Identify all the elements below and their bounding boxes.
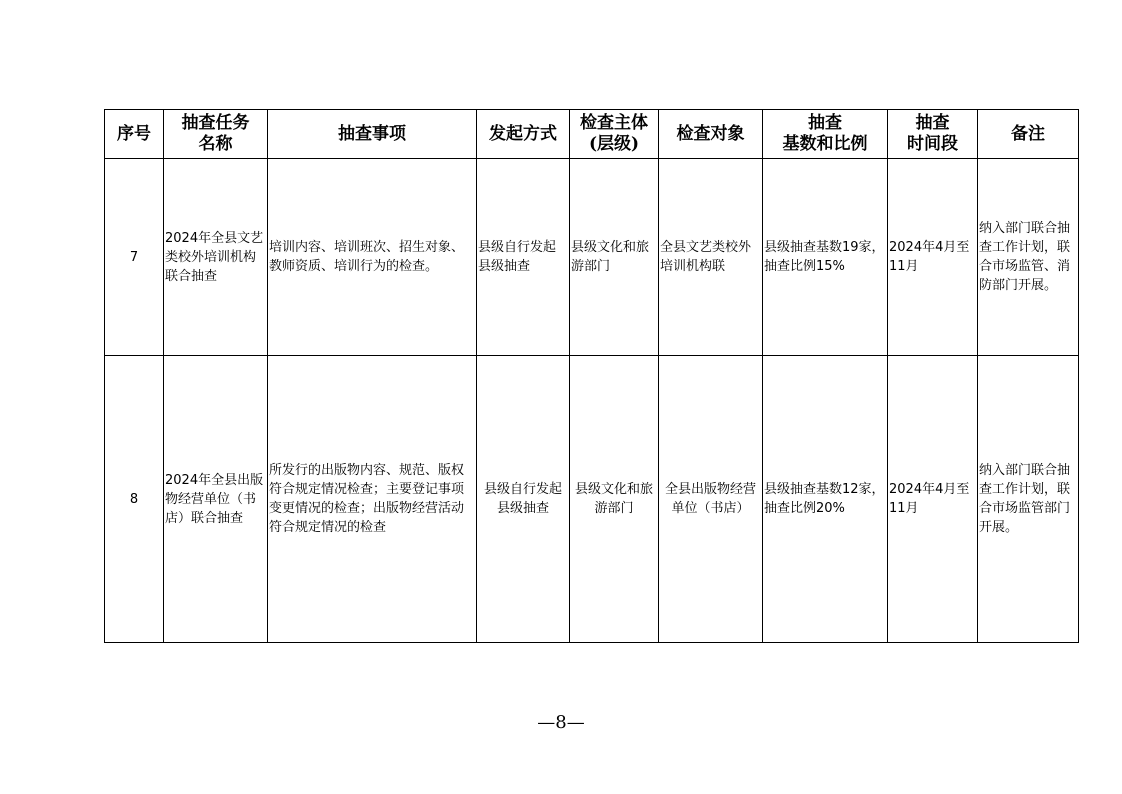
page-number: —8— xyxy=(537,712,585,733)
cell-subject-text: 县级文化和旅游部门 xyxy=(574,482,653,516)
header-subject-line2: (层级) xyxy=(588,134,640,154)
header-period-line1: 抽查 xyxy=(915,113,950,133)
header-period xyxy=(888,110,978,159)
cell-task-name xyxy=(164,159,268,356)
cell-task-name xyxy=(164,356,268,643)
cell-method xyxy=(477,356,570,643)
cell-remarks-text: 纳入部门联合抽查工作计划，联合市场监管部门开展。 xyxy=(979,463,1071,535)
cell-index xyxy=(105,356,164,643)
cell-items-text: 培训内容、培训班次、招生对象、教师资质、培训行为的检查。 xyxy=(269,240,465,274)
cell-method-text: 县级自行发起县级抽查 xyxy=(483,482,562,516)
header-method xyxy=(477,110,570,159)
header-subject-line1: 检查主体 xyxy=(580,113,648,133)
cell-ratio xyxy=(763,356,888,643)
cell-index-text: 7 xyxy=(129,249,139,265)
cell-remarks xyxy=(978,356,1079,643)
header-task-name-line1: 抽查任务 xyxy=(181,113,250,133)
cell-ratio-text: 县级抽查基数12家，抽查比例20% xyxy=(764,482,885,516)
header-period-line2: 时间段 xyxy=(907,134,958,154)
cell-task-name-text: 2024年全县文艺类校外培训机构联合抽查 xyxy=(165,230,264,284)
cell-target xyxy=(659,356,763,643)
cell-target-text: 全县文艺类校外培训机构联 xyxy=(660,240,752,274)
header-task-name-line2: 名称 xyxy=(198,134,233,154)
header-items xyxy=(268,110,477,159)
cell-remarks-text: 纳入部门联合抽查工作计划，联合市场监管、消防部门开展。 xyxy=(979,221,1071,293)
cell-items-text: 所发行的出版物内容、规范、版权符合规定情况检查；主要登记事项变更情况的检查；出版物经营活动符合规定情况的检查 xyxy=(269,463,465,535)
header-remarks xyxy=(978,110,1079,159)
cell-target-text: 全县出版物经营单位（书店） xyxy=(664,482,756,516)
header-index xyxy=(105,110,164,159)
header-subject xyxy=(570,110,659,159)
cell-task-name-text: 2024年全县出版物经营单位（书店）联合抽查 xyxy=(165,472,264,526)
table-row xyxy=(105,159,1079,356)
cell-items xyxy=(268,356,477,643)
table-row xyxy=(105,356,1079,643)
header-ratio xyxy=(763,110,888,159)
cell-index xyxy=(105,159,164,356)
cell-method xyxy=(477,159,570,356)
header-remarks-label: 备注 xyxy=(1011,123,1045,144)
header-task-name xyxy=(164,110,268,159)
cell-target xyxy=(659,159,763,356)
cell-subject-text: 县级文化和旅游部门 xyxy=(571,240,650,274)
cell-items xyxy=(268,159,477,356)
cell-index-text: 8 xyxy=(129,491,139,507)
header-method-label: 发起方式 xyxy=(489,123,557,144)
cell-period xyxy=(888,356,978,643)
cell-method-text: 县级自行发起县级抽查 xyxy=(478,240,557,274)
table-header-row xyxy=(105,110,1079,159)
header-items-label: 抽查事项 xyxy=(338,123,406,144)
cell-subject xyxy=(570,356,659,643)
cell-period-text: 2024年4月至11月 xyxy=(889,240,970,274)
cell-ratio-text: 县级抽查基数19家，抽查比例15% xyxy=(764,240,885,274)
cell-ratio xyxy=(763,159,888,356)
header-target xyxy=(659,110,763,159)
cell-period-text: 2024年4月至11月 xyxy=(889,482,970,516)
cell-period xyxy=(888,159,978,356)
spot-check-table xyxy=(104,109,1079,643)
header-ratio-line1: 抽查 xyxy=(808,113,842,133)
header-ratio-line2: 基数和比例 xyxy=(782,134,868,154)
cell-subject xyxy=(570,159,659,356)
header-target-label: 检查对象 xyxy=(676,123,745,144)
cell-remarks xyxy=(978,159,1079,356)
header-index-label: 序号 xyxy=(117,123,151,144)
